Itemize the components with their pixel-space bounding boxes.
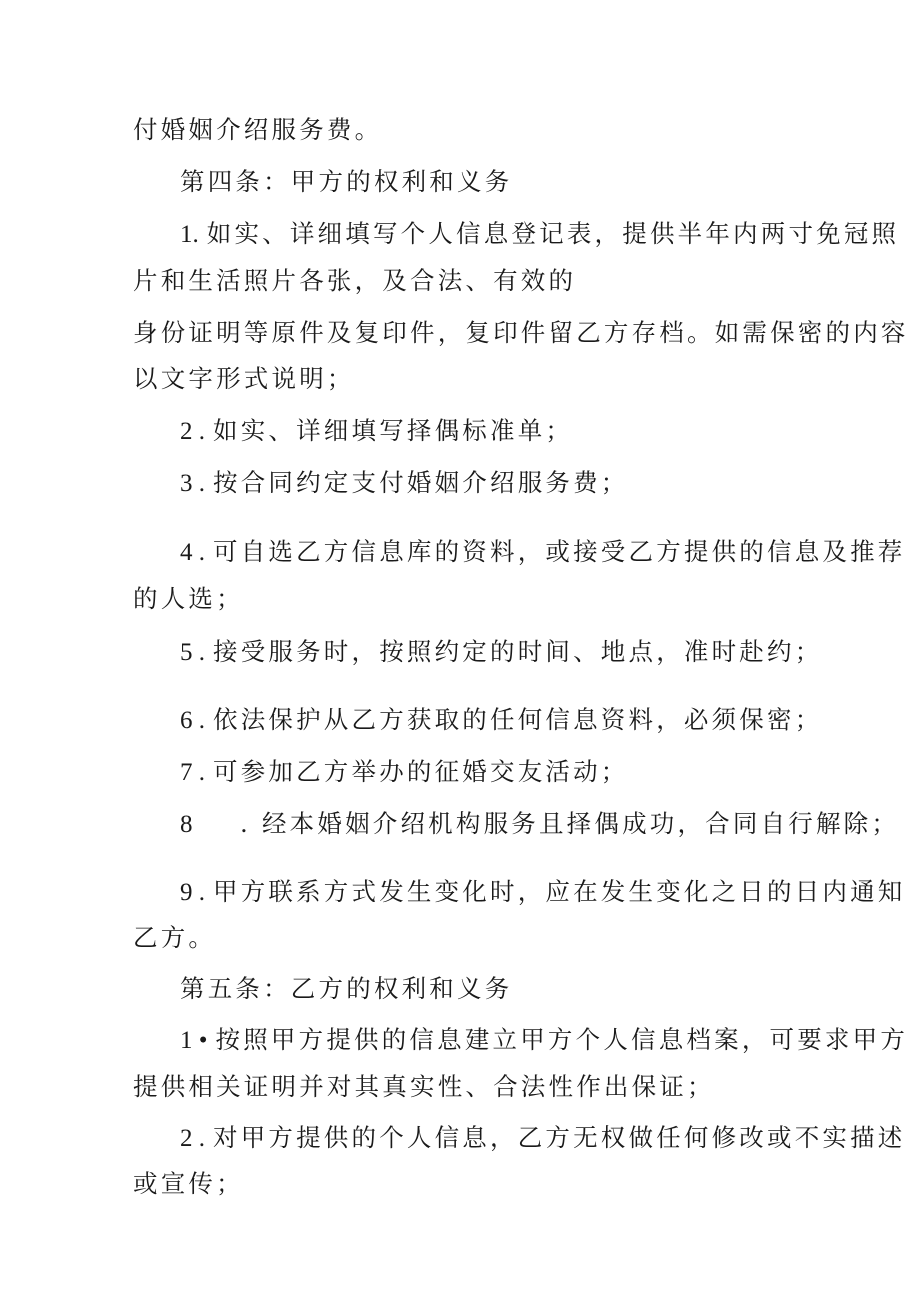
line-text: 提供相关证明并对其真实性、合法性作出保证；: [133, 1072, 715, 1101]
paragraph-line: [133, 266, 577, 295]
line-text: 对甲方提供的个人信息，乙方无权做任何修改或不实描述: [213, 1123, 906, 1152]
paragraph-line: [133, 115, 383, 144]
line-text: 接受服务时，按照约定的时间、地点，准时赴约；: [213, 637, 823, 666]
list-item: [180, 757, 629, 786]
line-text: 可自选乙方信息库的资料，或接受乙方提供的信息及推荐: [213, 537, 906, 566]
list-item: [180, 219, 900, 248]
line-text: 的人选；: [133, 584, 244, 613]
list-item: [180, 877, 906, 906]
list-item: [180, 1025, 909, 1054]
list-item: [180, 537, 906, 566]
line-text: 第四条：甲方的权利和义务: [180, 167, 513, 196]
item-number: 5 .: [180, 639, 205, 666]
line-text: 付婚姻介绍服务费。: [133, 115, 383, 144]
list-item: [180, 1123, 906, 1152]
item-number: 1 •: [180, 1027, 208, 1054]
line-text: 甲方联系方式发生变化时，应在发生变化之日的日内通知: [213, 877, 906, 906]
line-text: 乙方。: [133, 923, 217, 952]
line-text: 按合同约定支付婚姻介绍服务费；: [213, 468, 629, 497]
section-heading: [180, 167, 513, 196]
paragraph-line: [133, 318, 909, 347]
item-number: 7 .: [180, 759, 205, 786]
item-number: 2 .: [180, 418, 205, 445]
line-text: 第五条：乙方的权利和义务: [180, 974, 513, 1003]
line-text: 身份证明等原件及复印件，复印件留乙方存档。如需保密的内容: [133, 318, 909, 347]
list-item: [180, 416, 574, 445]
item-number: 6 .: [180, 707, 205, 734]
line-text: . 经本婚姻介绍机构服务且择偶成功，合同自行解除；: [240, 809, 900, 838]
line-text: 按照甲方提供的信息建立甲方个人信息档案，可要求甲方: [215, 1025, 909, 1054]
list-item: [180, 705, 823, 734]
line-text: 或宣传；: [133, 1169, 244, 1198]
section-heading: [180, 974, 513, 1003]
paragraph-line: [133, 1169, 244, 1198]
line-text: 如实、详细填写择偶标准单；: [213, 416, 574, 445]
list-item: [180, 809, 900, 838]
paragraph-line: [133, 923, 217, 952]
list-item: [180, 637, 823, 666]
line-text: 片和生活照片各张，及合法、有效的: [133, 266, 577, 295]
line-text: 如实、详细填写个人信息登记表，提供半年内两寸免冠照: [206, 219, 900, 248]
item-number: 1.: [180, 221, 199, 248]
line-text: 以文字形式说明；: [133, 364, 355, 393]
item-number: 2 .: [180, 1125, 205, 1152]
paragraph-line: [133, 584, 244, 613]
item-number: 9 .: [180, 879, 205, 906]
line-text: 可参加乙方举办的征婚交友活动；: [213, 757, 629, 786]
item-number: 8: [180, 811, 193, 838]
item-number: 3 .: [180, 470, 205, 497]
paragraph-line: [133, 1072, 715, 1101]
list-item: [180, 468, 629, 497]
paragraph-line: [133, 364, 355, 393]
item-number: 4 .: [180, 539, 205, 566]
line-text: 依法保护从乙方获取的任何信息资料，必须保密；: [213, 705, 823, 734]
